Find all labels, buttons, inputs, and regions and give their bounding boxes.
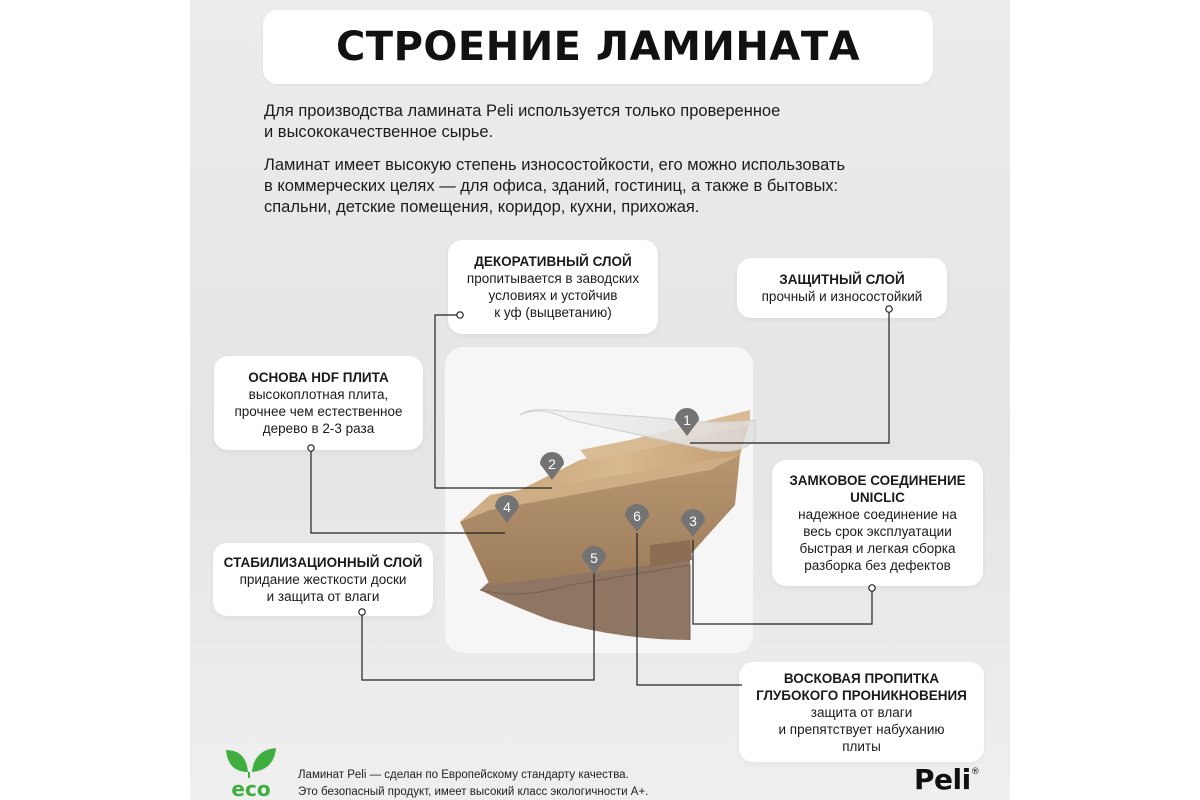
brand-name: Peli <box>914 763 971 796</box>
card-text: разборка без дефектов <box>804 558 951 573</box>
registered-mark: ® <box>970 767 980 777</box>
card-text: прочнее чем естественное <box>234 404 403 419</box>
card-text: защита от влаги <box>810 704 913 720</box>
marker-label: 5 <box>590 550 598 566</box>
marker-label: 3 <box>689 513 697 529</box>
card-text: надежное соединение на <box>798 507 957 522</box>
card-text: дерево в 2-3 раза <box>262 421 375 436</box>
card-text: к уф (выцветанию) <box>494 305 612 320</box>
card-text: придание жесткости доски <box>239 572 407 587</box>
intro-line: Для производства ламината Peli используется только проверенное <box>264 102 781 120</box>
brand-logo <box>914 763 979 796</box>
infographic-panel <box>190 0 1010 800</box>
intro-line: спальни, детские помещения, коридор, кухни, прихожая. <box>264 198 700 216</box>
leader-line-2 <box>435 315 552 488</box>
leader-dot <box>869 585 875 591</box>
intro-line: в коммерческих целях — для офиса, зданий, гостиниц, а также в бытовых: <box>264 177 839 195</box>
marker-label: 4 <box>503 499 511 515</box>
card-heading: ДЕКОРАТИВНЫЙ СЛОЙ <box>474 254 632 269</box>
card-heading: ГЛУБОКОГО ПРОНИКНОВЕНИЯ <box>756 687 967 703</box>
card-text: плиты <box>842 738 881 754</box>
card-heading: ВОСКОВАЯ ПРОПИТКА <box>783 670 940 686</box>
card-heading: СТАБИЛИЗАЦИОННЫЙ СЛОЙ <box>223 555 423 570</box>
footer-line: Ламинат Peli — сделан по Европейскому стандарту качества. <box>298 769 629 781</box>
card-heading: ЗАМКОВОЕ СОЕДИНЕНИЕ <box>789 473 966 488</box>
card-text: быстрая и легкая сборка <box>799 541 956 556</box>
card-text: и препятствует набуханию <box>778 721 945 737</box>
card-heading: ОСНОВА HDF ПЛИТА <box>248 370 389 385</box>
card-text: прочный и износостойкий <box>761 289 923 304</box>
card-heading: ЗАЩИТНЫЙ СЛОЙ <box>779 272 905 287</box>
card-text: пропитывается в заводских <box>466 271 640 286</box>
page-title: СТРОЕНИЕ ЛАМИНАТА <box>335 24 861 70</box>
card-heading: UNICLIC <box>850 490 905 505</box>
laminate-diagram <box>190 0 1010 800</box>
card-text: и защита от влаги <box>266 589 380 604</box>
leader-dot <box>308 445 314 451</box>
marker-label: 2 <box>548 456 556 472</box>
marker-label: 1 <box>683 412 691 428</box>
card-text: весь срок эксплуатации <box>803 524 952 539</box>
marker-label: 6 <box>633 508 641 524</box>
eco-logo-text: eco <box>231 777 271 800</box>
eco-logo-icon <box>218 742 284 800</box>
card-text: условиях и устойчив <box>488 288 618 303</box>
intro-line: Ламинат имеет высокую степень износостойкости, его можно использовать <box>264 156 846 174</box>
leader-line-3 <box>693 540 872 624</box>
intro-line: и высококачественное сырье. <box>264 123 494 141</box>
leader-dot <box>457 312 463 318</box>
footer-line: Это безопасный продукт, имеет высокий класс экологичности А+. <box>298 786 649 798</box>
footer-note <box>298 767 648 800</box>
card-text: высокоплотная плита, <box>248 387 389 402</box>
leader-dot <box>359 609 365 615</box>
leader-dot <box>886 306 892 312</box>
